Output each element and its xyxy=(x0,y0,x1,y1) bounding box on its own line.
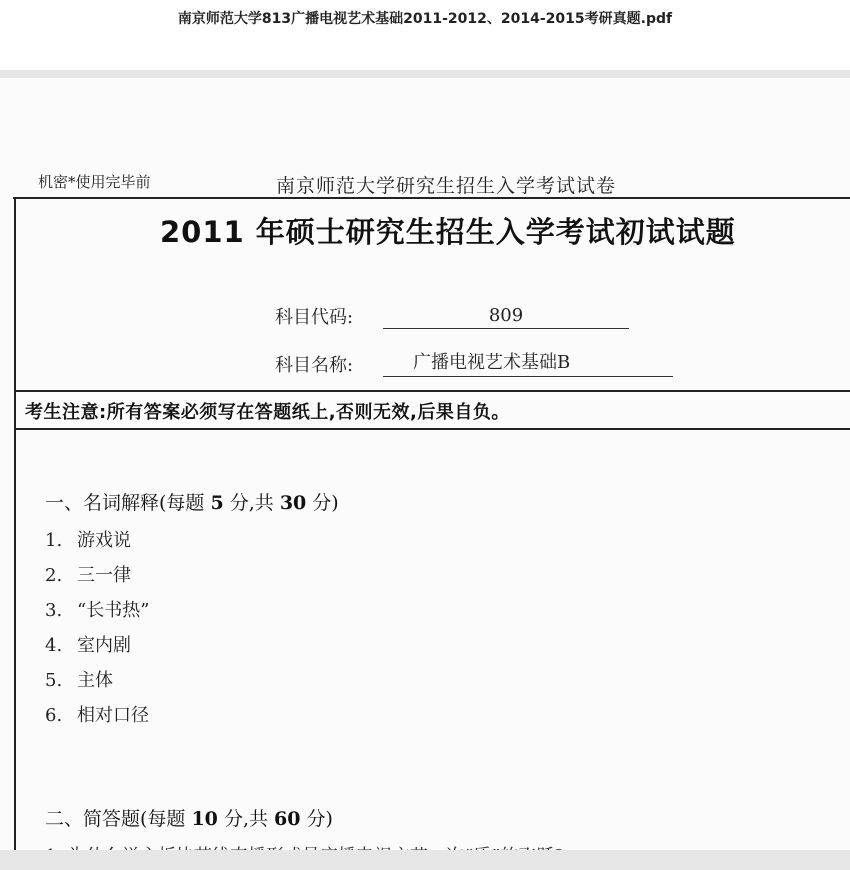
list-item xyxy=(45,666,149,701)
section1-prefix: 一、名词解释(每题 xyxy=(45,492,211,514)
frame-top-border xyxy=(13,197,850,199)
candidate-notice: 考生注意:所有答案必须写在答题纸上,否则无效,后果自负。 xyxy=(25,402,510,423)
section1-suffix: 分) xyxy=(306,492,339,514)
item-number: 2. xyxy=(45,565,63,586)
section1-points: 5 xyxy=(210,492,224,514)
section1-mid: 分,共 xyxy=(223,492,280,514)
item-number: 5. xyxy=(45,670,63,691)
item-text: “长书热” xyxy=(77,600,150,621)
pdf-page xyxy=(0,78,850,850)
list-item xyxy=(45,631,149,666)
confidentiality-mark: 机密*使用完毕前 xyxy=(38,173,151,191)
item-number: 3. xyxy=(45,600,63,621)
item-number: 6. xyxy=(45,705,63,726)
item-text: 主体 xyxy=(77,670,113,691)
section2-prefix: 二、简答题(每题 xyxy=(45,808,192,830)
term-list xyxy=(45,526,149,736)
subject-name-value: 广播电视艺术基础B xyxy=(383,348,673,377)
section2-heading xyxy=(45,804,333,831)
list-item xyxy=(45,596,149,631)
item-text: 室内剧 xyxy=(77,635,131,656)
page-separator-bottom xyxy=(0,850,850,870)
school-header: 南京师范大学研究生招生入学考试试卷 xyxy=(276,175,617,197)
item-text: 游戏说 xyxy=(77,530,131,551)
item-number: 4. xyxy=(45,635,63,656)
notice-bottom-border xyxy=(14,428,850,430)
item-text: 三一律 xyxy=(77,565,131,586)
section2-mid: 分,共 xyxy=(217,808,275,830)
item-number: 1. xyxy=(45,530,63,551)
page-separator xyxy=(0,70,850,78)
list-item xyxy=(45,561,149,596)
subject-name-label: 科目名称: xyxy=(275,355,354,376)
subject-code-value: 809 xyxy=(383,305,629,329)
section2-points: 10 xyxy=(191,808,218,830)
frame-left-border xyxy=(14,198,16,850)
section2-suffix: 分) xyxy=(300,808,333,830)
subject-name-row xyxy=(275,348,673,377)
section1-heading xyxy=(45,488,339,515)
exam-title: 2011 年硕士研究生招生入学考试初试试题 xyxy=(160,215,736,249)
section2-total: 60 xyxy=(274,808,301,830)
notice-top-border xyxy=(14,390,850,392)
subject-code-row xyxy=(275,303,629,329)
list-item xyxy=(45,526,149,561)
item-text: 相对口径 xyxy=(77,705,149,726)
list-item xyxy=(45,701,149,736)
section1-total: 30 xyxy=(279,492,307,514)
subject-code-label: 科目代码: xyxy=(275,307,354,328)
pdf-filename-title: 南京师范大学813广播电视艺术基础2011-2012、2014-2015考研真题.pdf xyxy=(177,11,673,27)
